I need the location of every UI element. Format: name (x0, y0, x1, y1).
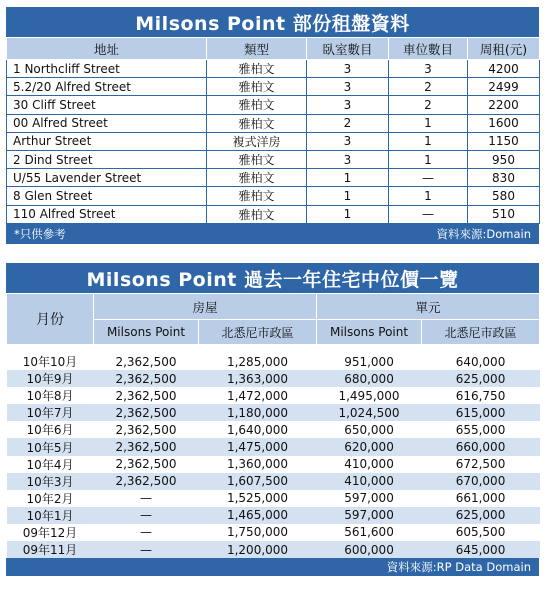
cell-house-north-sydney: 1,465,000 (199, 507, 317, 524)
cell-address: 00 Alfred Street (7, 114, 207, 132)
cell-house-north-sydney: 1,180,000 (199, 404, 317, 421)
cell-bedrooms: 3 (307, 78, 389, 96)
cell-parking: 1 (389, 150, 468, 168)
cell-parking: 1 (389, 187, 468, 205)
cell-unit-milsons: 410,000 (317, 473, 422, 490)
cell-house-milsons: 2,362,500 (94, 438, 199, 455)
median-section (6, 263, 539, 576)
cell-bedrooms: 3 (307, 150, 389, 168)
cell-rent: 510 (468, 205, 540, 223)
cell-unit-milsons: 410,000 (317, 456, 422, 473)
cell-house-north-sydney: 1,363,000 (199, 370, 317, 387)
cell-bedrooms: 3 (307, 132, 389, 150)
cell-house-milsons: — (94, 541, 199, 558)
table-row (7, 150, 540, 168)
rental-table (6, 37, 540, 224)
rental-note: *只供參考 (14, 226, 66, 241)
cell-unit-milsons: 600,000 (317, 541, 422, 558)
table-row (7, 353, 540, 370)
header-bedrooms: 臥室數目 (307, 38, 389, 60)
rental-header-row (7, 38, 540, 60)
cell-house-north-sydney: 1,640,000 (199, 421, 317, 438)
cell-parking: 3 (389, 60, 468, 78)
cell-house-milsons: 2,362,500 (94, 370, 199, 387)
table-row (7, 507, 540, 524)
cell-rent: 830 (468, 169, 540, 187)
cell-month: 09年11月 (7, 541, 94, 558)
cell-unit-milsons: 1,024,500 (317, 404, 422, 421)
cell-month: 10年1月 (7, 507, 94, 524)
cell-house-north-sydney: 1,360,000 (199, 456, 317, 473)
rental-section (6, 7, 539, 244)
cell-house-milsons: 2,362,500 (94, 387, 199, 404)
cell-rent: 580 (468, 187, 540, 205)
cell-type: 雅柏文 (207, 187, 307, 205)
median-header-row-1 (7, 294, 540, 320)
cell-month: 09年12月 (7, 524, 94, 541)
table-row (7, 541, 540, 558)
cell-unit-north-sydney: 661,000 (422, 490, 540, 507)
cell-address: 2 Dind Street (7, 150, 207, 168)
rental-footer (6, 224, 539, 244)
cell-bedrooms: 1 (307, 187, 389, 205)
cell-address: 1 Northcliff Street (7, 60, 207, 78)
cell-month: 10年3月 (7, 473, 94, 490)
cell-unit-milsons: 561,600 (317, 524, 422, 541)
median-source: 資料來源:RP Data Domain (386, 560, 531, 575)
table-row (7, 96, 540, 114)
cell-house-north-sydney: 1,607,500 (199, 473, 317, 490)
header-address: 地址 (7, 38, 207, 60)
cell-month: 10年5月 (7, 438, 94, 455)
cell-house-milsons: 2,362,500 (94, 353, 199, 370)
cell-house-milsons: — (94, 524, 199, 541)
cell-unit-milsons: 1,495,000 (317, 387, 422, 404)
cell-unit-north-sydney: 660,000 (422, 438, 540, 455)
cell-house-milsons: — (94, 490, 199, 507)
cell-unit-milsons: 650,000 (317, 421, 422, 438)
cell-month: 10年6月 (7, 421, 94, 438)
cell-bedrooms: 2 (307, 114, 389, 132)
cell-address: 30 Cliff Street (7, 96, 207, 114)
header-weekly-rent: 周租(元) (468, 38, 540, 60)
cell-house-north-sydney: 1,475,000 (199, 438, 317, 455)
cell-unit-north-sydney: 625,000 (422, 370, 540, 387)
rental-title: Milsons Point 部份租盤資料 (6, 7, 539, 37)
header-parking: 車位數目 (389, 38, 468, 60)
cell-house-north-sydney: 1,525,000 (199, 490, 317, 507)
cell-unit-north-sydney: 645,000 (422, 541, 540, 558)
cell-address: Arthur Street (7, 132, 207, 150)
header-unit-north-sydney: 北悉尼市政區 (422, 320, 540, 345)
cell-month: 10年9月 (7, 370, 94, 387)
cell-parking: — (389, 205, 468, 223)
table-row (7, 404, 540, 421)
cell-month: 10年7月 (7, 404, 94, 421)
cell-month: 10年2月 (7, 490, 94, 507)
cell-type: 雅柏文 (207, 78, 307, 96)
median-spacer (7, 345, 540, 354)
cell-unit-milsons: 620,000 (317, 438, 422, 455)
cell-unit-north-sydney: 672,500 (422, 456, 540, 473)
cell-rent: 4200 (468, 60, 540, 78)
cell-house-milsons: 2,362,500 (94, 421, 199, 438)
cell-house-north-sydney: 1,200,000 (199, 541, 317, 558)
cell-unit-milsons: 951,000 (317, 353, 422, 370)
cell-address: 5.2/20 Alfred Street (7, 78, 207, 96)
cell-month: 10年8月 (7, 387, 94, 404)
cell-unit-north-sydney: 605,500 (422, 524, 540, 541)
table-row (7, 187, 540, 205)
cell-type: 雅柏文 (207, 96, 307, 114)
cell-house-milsons: — (94, 507, 199, 524)
table-row (7, 456, 540, 473)
table-row (7, 438, 540, 455)
table-row (7, 60, 540, 78)
table-row (7, 524, 540, 541)
cell-rent: 1600 (468, 114, 540, 132)
table-row (7, 387, 540, 404)
cell-parking: 2 (389, 78, 468, 96)
cell-unit-milsons: 680,000 (317, 370, 422, 387)
cell-type: 複式洋房 (207, 132, 307, 150)
cell-house-milsons: 2,362,500 (94, 473, 199, 490)
table-row (7, 473, 540, 490)
cell-parking: — (389, 169, 468, 187)
cell-type: 雅柏文 (207, 169, 307, 187)
cell-house-milsons: 2,362,500 (94, 404, 199, 421)
table-row (7, 132, 540, 150)
median-table (6, 293, 540, 558)
table-row (7, 169, 540, 187)
header-house-milsons: Milsons Point (94, 320, 199, 345)
table-row (7, 205, 540, 223)
cell-rent: 1150 (468, 132, 540, 150)
cell-type: 雅柏文 (207, 150, 307, 168)
cell-rent: 2499 (468, 78, 540, 96)
cell-address: U/55 Lavender Street (7, 169, 207, 187)
cell-month: 10年4月 (7, 456, 94, 473)
spacer-cell (7, 345, 540, 354)
cell-rent: 950 (468, 150, 540, 168)
header-unit-milsons: Milsons Point (317, 320, 422, 345)
cell-type: 雅柏文 (207, 60, 307, 78)
header-type: 類型 (207, 38, 307, 60)
cell-type: 雅柏文 (207, 114, 307, 132)
cell-house-milsons: 2,362,500 (94, 456, 199, 473)
cell-unit-milsons: 597,000 (317, 507, 422, 524)
header-house-north-sydney: 北悉尼市政區 (199, 320, 317, 345)
cell-unit-north-sydney: 670,000 (422, 473, 540, 490)
cell-unit-north-sydney: 616,750 (422, 387, 540, 404)
table-row (7, 370, 540, 387)
cell-bedrooms: 1 (307, 169, 389, 187)
header-unit-group: 單元 (317, 294, 540, 320)
cell-bedrooms: 3 (307, 60, 389, 78)
header-month: 月份 (7, 294, 94, 345)
cell-house-north-sydney: 1,472,000 (199, 387, 317, 404)
cell-parking: 2 (389, 96, 468, 114)
cell-unit-north-sydney: 625,000 (422, 507, 540, 524)
table-row (7, 78, 540, 96)
cell-parking: 1 (389, 132, 468, 150)
table-row (7, 114, 540, 132)
table-row (7, 421, 540, 438)
cell-month: 10年10月 (7, 353, 94, 370)
cell-bedrooms: 3 (307, 96, 389, 114)
cell-unit-north-sydney: 615,000 (422, 404, 540, 421)
cell-bedrooms: 1 (307, 205, 389, 223)
cell-address: 8 Glen Street (7, 187, 207, 205)
cell-parking: 1 (389, 114, 468, 132)
cell-unit-north-sydney: 640,000 (422, 353, 540, 370)
header-house-group: 房屋 (94, 294, 317, 320)
cell-unit-milsons: 597,000 (317, 490, 422, 507)
cell-address: 110 Alfred Street (7, 205, 207, 223)
median-footer (6, 558, 539, 576)
table-row (7, 490, 540, 507)
rental-source: 資料來源:Domain (436, 226, 531, 241)
cell-house-north-sydney: 1,285,000 (199, 353, 317, 370)
cell-rent: 2200 (468, 96, 540, 114)
median-title: Milsons Point 過去一年住宅中位價一覽 (6, 263, 539, 293)
cell-house-north-sydney: 1,750,000 (199, 524, 317, 541)
cell-type: 雅柏文 (207, 205, 307, 223)
cell-unit-north-sydney: 655,000 (422, 421, 540, 438)
